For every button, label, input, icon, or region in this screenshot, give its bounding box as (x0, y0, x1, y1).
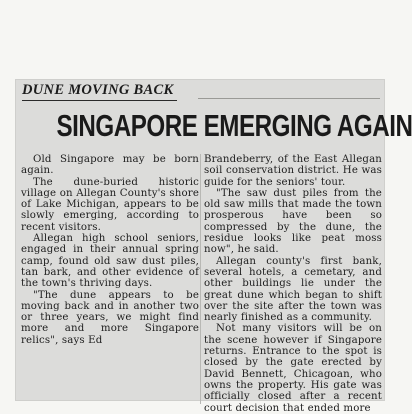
newspaper-clipping (16, 80, 412, 414)
article-column-2 (204, 154, 382, 414)
paragraph: The dune-buried historic village on Allegan County's shore of Lake Michigan, appears to be slowly emerging, according to recent visitors. (21, 176, 199, 233)
paragraph: Brandeberry, of the East Allegan soil conservation district. He was guide for the seniors' tour. (204, 154, 382, 188)
article-column-1 (21, 154, 199, 346)
paragraph: Old Singapore may be born again. (21, 154, 199, 177)
headline: SINGAPORE EMERGING AGAIN (56, 108, 412, 143)
column-divider (200, 154, 201, 404)
paragraph: Not many visitors will be on the scene however if Singapore returns. Entrance to the spot is closed by the gate erected by David Bennett, Chicagoan, who owns the property. His gate was officially closed after a recent court decision that ended more (204, 323, 382, 414)
paragraph: "The saw dust piles from the old saw mills that made the town prosperous have been so compressed by the dune, the residue looks like peat moss now", he said. (204, 187, 382, 256)
top-rule (198, 98, 380, 99)
paragraph: Allegan high school seniors, engaged in their annual spring camp, found old saw dust piles, tan bark, and other evidence of the town's thriving days. (21, 233, 199, 290)
paragraph: Allegan county's first bank, several hotels, a cemetary, and other buildings lie under the great dune which began to shift over the site after the town was nearly finished as a community. (204, 255, 382, 324)
paragraph: "The dune appears to be moving back and in another two or three years, we might find more and more Singapore relics", says Ed (21, 289, 199, 346)
kicker-heading: DUNE MOVING BACK (22, 82, 177, 101)
